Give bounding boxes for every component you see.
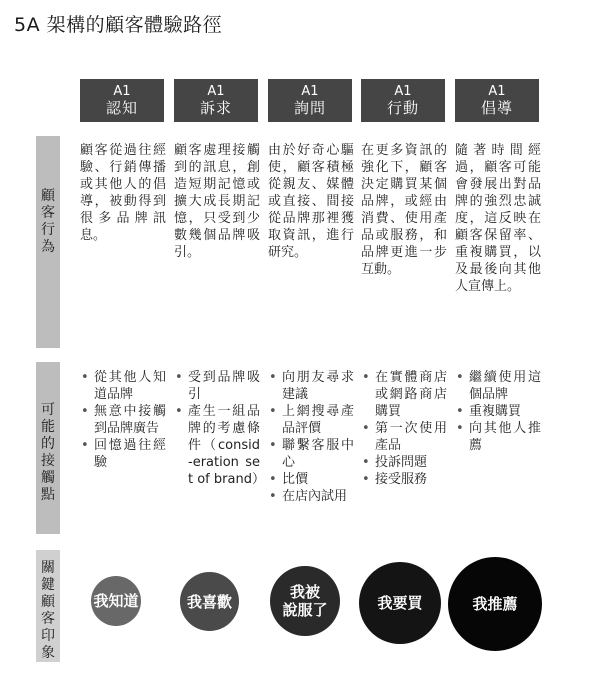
list-item: • 產生一組品牌的考慮條件（consid-eration set of brand）: [174, 403, 260, 488]
list-item: • 聯繫客服中心: [268, 437, 354, 471]
stage-header-act: [361, 79, 445, 122]
list-item: • 繼續使用這個品牌: [455, 369, 541, 403]
stage-code: A1: [488, 84, 506, 99]
stage-code: A1: [113, 84, 131, 99]
list-item: • 第一次使用產品: [361, 420, 447, 454]
impression-circle-buy: 我要買: [359, 562, 441, 644]
impression-circle-like: 我喜歡: [180, 572, 239, 631]
list-item: • 無意中接觸到品牌廣告: [80, 403, 166, 437]
list-item: • 在實體商店或網路商店購買: [361, 369, 447, 420]
touchpoints-ask: [268, 369, 354, 505]
stage-name: 詢問: [293, 99, 326, 117]
list-item: • 受到品牌吸引: [174, 369, 260, 403]
list-item: • 比價: [268, 471, 354, 488]
stage-header-appeal: [174, 79, 258, 122]
touchpoints-appeal: [174, 369, 265, 488]
behavior-text-act: 在更多資訊的強化下，顧客決定購買某個品牌，或經由消費、使用產品或服務，和品牌更進一步互動。: [361, 143, 447, 277]
behavior-text-ask: 由於好奇心驅使，顧客積極從親友、媒體或直接、間接從品牌那裡獲取資訊，進行研究。: [268, 143, 354, 260]
impression-circle-recommend: 我推薦: [448, 557, 542, 651]
stage-header-advocate: [455, 79, 539, 122]
stage-header-awareness: [80, 79, 164, 122]
list-item: • 上網搜尋產品評價: [268, 403, 354, 437]
stage-code: A1: [207, 84, 225, 99]
touchpoints-awareness: [80, 369, 166, 471]
row-label-touchpoints: [36, 362, 60, 534]
page-title: 5A 架構的顧客體驗路徑: [14, 14, 223, 36]
row-label-text: 關鍵顧客印象: [41, 560, 55, 661]
stage-name: 行動: [386, 99, 419, 117]
stage-name: 倡導: [480, 99, 513, 117]
behavior-text-advocate: 隨著時間經過，顧客可能會發展出對品牌的強烈忠誠度，這反映在顧客保留率、重複購買，以及最後向其他人宣傳上。: [455, 143, 541, 294]
list-item: • 從其他人知道品牌: [80, 369, 166, 403]
stage-name: 訴求: [199, 99, 232, 117]
behavior-text-awareness: 顧客從過往經驗、行銷傳播或其他人的倡導，被動得到很多品牌訊息。: [80, 143, 166, 243]
row-label-text: 可能的接觸點: [41, 402, 55, 503]
list-item: • 接受服務: [361, 471, 447, 488]
row-label-impression: [36, 550, 60, 662]
touchpoints-advocate: [455, 369, 541, 454]
touchpoints-act: [361, 369, 447, 488]
list-item: • 回憶過往經驗: [80, 437, 166, 471]
list-item: • 向朋友尋求建議: [268, 369, 354, 403]
impression-circle-know: 我知道: [91, 576, 141, 626]
impression-circle-convinced: 我被 說服了: [270, 566, 340, 636]
stage-code: A1: [301, 84, 319, 99]
list-item: • 投訴問題: [361, 454, 447, 471]
list-item: • 在店內試用: [268, 488, 354, 505]
list-item: • 重複購買: [455, 403, 541, 420]
row-label-text: 顧客行為: [41, 188, 55, 255]
behavior-text-appeal: 顧客處理接觸到的訊息，創造短期記憶或擴大成長期記憶，只受到少數幾個品牌吸引。: [174, 143, 260, 260]
stage-code: A1: [394, 84, 412, 99]
stage-header-ask: [268, 79, 352, 122]
stage-name: 認知: [105, 99, 138, 117]
row-label-behavior: [36, 136, 60, 348]
list-item: • 向其他人推薦: [455, 420, 541, 454]
